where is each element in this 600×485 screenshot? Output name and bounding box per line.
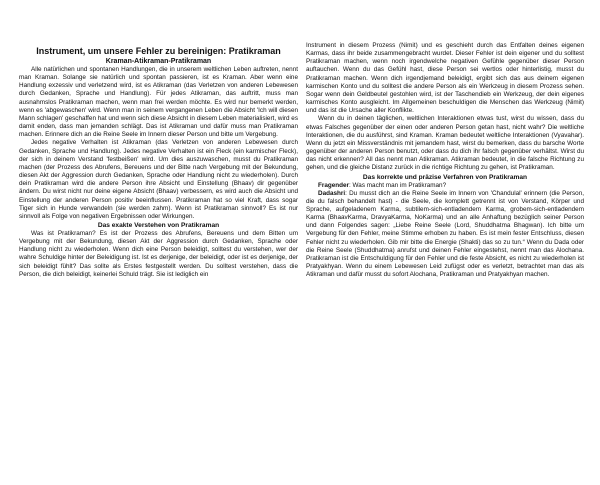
speaker-label: Dadashri: [318, 189, 346, 197]
question-text: : Was macht man im Pratikraman?: [349, 181, 447, 189]
section-subtitle: Kraman-Atikraman-Pratikraman: [105, 58, 212, 65]
left-column: [19, 0, 298, 279]
right-column: [306, 0, 584, 279]
section-heading: Das korrekte und präzise Verfahren von Pratikraman: [362, 173, 528, 181]
paragraph: Jedes negative Verhalten ist Atikraman (das Verletzen von anderen Lebewesen durch Gedanken, Sprache und Handlung). Jedes negative Verhalten ist ein Fleck (ein karmischer Fleck), der sich in deinem Verstand 'festbeißen' wird. Um dies auszuwaschen, musst du Pratikraman machen (der Prozess des Abrufens, Bereuens und der Bitte nach Vergebung mit der Bekundung, diesen Akt der Aggression durch Gedanken, Sprache oder Handlung nicht zu wiederholen). Durch dein Pratikraman wird die andere Person ihre Absicht und Einstellung (Bhaav) dir gegenüber ändern. Du wirst nicht nur deine eigene Absicht (Bhaav) verbessern, es wird auch die Absicht und Einstellung der anderen Person positiv beeinflussen. Pratikraman hat so viel Kraft, dass sogar Tiger sich in Hunde verwandeln (sie werden zahm). Wenn ist Pratikraman sinnvoll? Es ist nur sinnvoll als Folge von negativen Ergebnissen oder Wirkungen.: [19, 139, 298, 220]
page-title: Instrument, um unsere Fehler zu bereinigen: Pratikraman: [36, 46, 281, 56]
speaker-label: Fragender: [318, 181, 350, 189]
paragraph: Wenn du in deinen täglichen, weltlichen Interaktionen etwas tust, wirst du wissen, dass du etwas Falsches gegenüber der einen oder anderen Person getan hast, nicht wahr? Die weltliche Interaktionen, die du ausführst, sind Kraman. Kraman bedeutet weltliche Interaktionen (Vyavahar). Wenn du jetzt ein Missverständnis mit jemandem hast, wirst du bemerken, dass du barsche Worte gegenüber der anderen Person benutzt, oder dass du dich ihr falsch gegenüber verhältst. Wirst du das nicht erkennen? All das nennt man Atikraman. Atikraman bedeutet, in die falsche Richtung zu gehen, und die gleiche Distanz zurück in die richtige Richtung zu gehen, ist Pratikraman.: [306, 115, 584, 172]
answer-paragraph: [306, 190, 584, 280]
section-heading: Das exakte Verstehen von Pratikraman: [97, 221, 220, 229]
question-paragraph: [306, 182, 584, 190]
paragraph: Instrument in diesem Prozess (Nimit) und es geschieht durch das Entfalten deines eigenen Karmas, dass ihr beide zusammengebracht wurdet. Dieser Fehler ist dein eigener und du solltest Pratikraman machen, wenn noch irgendwelche negativen Gefühle gegenüber dieser Person auftauchen. Wenn du das Gefühl hast, diese Person sei wertlos oder hinterlistig, musst du Pratikraman machen. Wenn dich irgendjemand beleidigt, ergibt sich das aus deinem eigenen karmischen Konto und du solltest die andere Person als ein Werkzeug in diesem Prozess sehen. Sogar wenn dein Geldbeutel gestohlen wird, ist der Taschendieb ein Werkzeug, der dein eigenes karmisches Konto ausgleicht. Im Allgemeinen beschuldigen die Menschen das Werkzeug (Nimit) und das ist die Ursache aller Konflikte.: [306, 42, 584, 115]
paragraph: Was ist Pratikraman? Es ist der Prozess des Abrufens, Bereuens und dem Bitten um Vergebung mit der Bekundung, diesen Akt der Aggression durch Gedanken, Sprache oder Handlung nicht zu wiederholen. Wenn dich eine Person beleidigt, solltest du verstehen, wer der wahre Schuldige hinter der Beleidigung ist. Ist es derjenige, der beleidigt, oder ist es derjenige, der sich beleidigt fühlt? Das sollte als Erstes festgestellt werden. Du solltest verstehen, dass die Person, die dich beleidigt, keinerlei Schuld trägt. Sie ist lediglich ein: [19, 229, 298, 278]
answer-text: : Du musst dich an die Reine Seele im Innern von 'Chandulal' erinnern (die Person, die du falsch behandelt hast) - die Seele, die komplett getrennt ist von Verstand, Körper und Sprache, aufgeladenem Karma, subtilem-sich-entladendem Karma, grobem-sich-entladendem Karma (BhaavKarma, DravyaKarma, NoKarma) und an alle Anhaftung bezüglich seiner Person und dann Folgendes sagen: „Liebe Reine Seele (Lord, Shuddhatma Bhagwan). Ich bitte um Vergebung für den Fehler, meine Stimme erhoben zu haben. Es ist mein fester Entschluss, diesen Fehler nicht zu wiederholen. Gib mir bitte die Energie (Shakti) das so zu tun.“ Wenn du Dada oder die Reine Seele (Shuddhatma) anrufst und deinen Fehler eingestehst, nennt man das Alochana. Pratikraman ist die Entschuldigung für den Fehler und die feste Absicht, es nicht zu wiederholen ist Pratyakhyan. Wenn du einem Lebewesen Leid zufügst oder es verletzt, betrachtet man das als Atikraman und dafür musst du sofort Alochana, Pratikraman und Pratyakhyan machen.: [306, 189, 584, 279]
paragraph: Alle natürlichen und spontanen Handlungen, die in unserem weltlichen Leben auftreten, nennt man Kraman. Solange sie natürlich und spontan passieren, ist es Kraman. Aber wenn eine Handlung exzessiv und verletzend wird, ist es Atikraman (das Verletzen von anderen Lebewesen durch Gedanken, Sprache und Handlung). Für jedes Atikraman, das auftritt, muss man ausnahmslos Pratikraman machen, wenn man frei werden möchte. Es wird nur bemerkt werden, wenn es 'abgewaschen' wird. Wenn man in seinem vergangenen Leben die Absicht 'Ich will diesen Mann schlagen' geschaffen hat und wenn sich diese Absicht in diesem Leben materialisiert, wird es damit enden, dass man jemanden schlägt. Das ist Atikraman und dafür muss man Pratikraman machen. Erinnere dich an die Reine Seele im Innern dieser Person und bitte um Vergebung.: [19, 66, 298, 139]
